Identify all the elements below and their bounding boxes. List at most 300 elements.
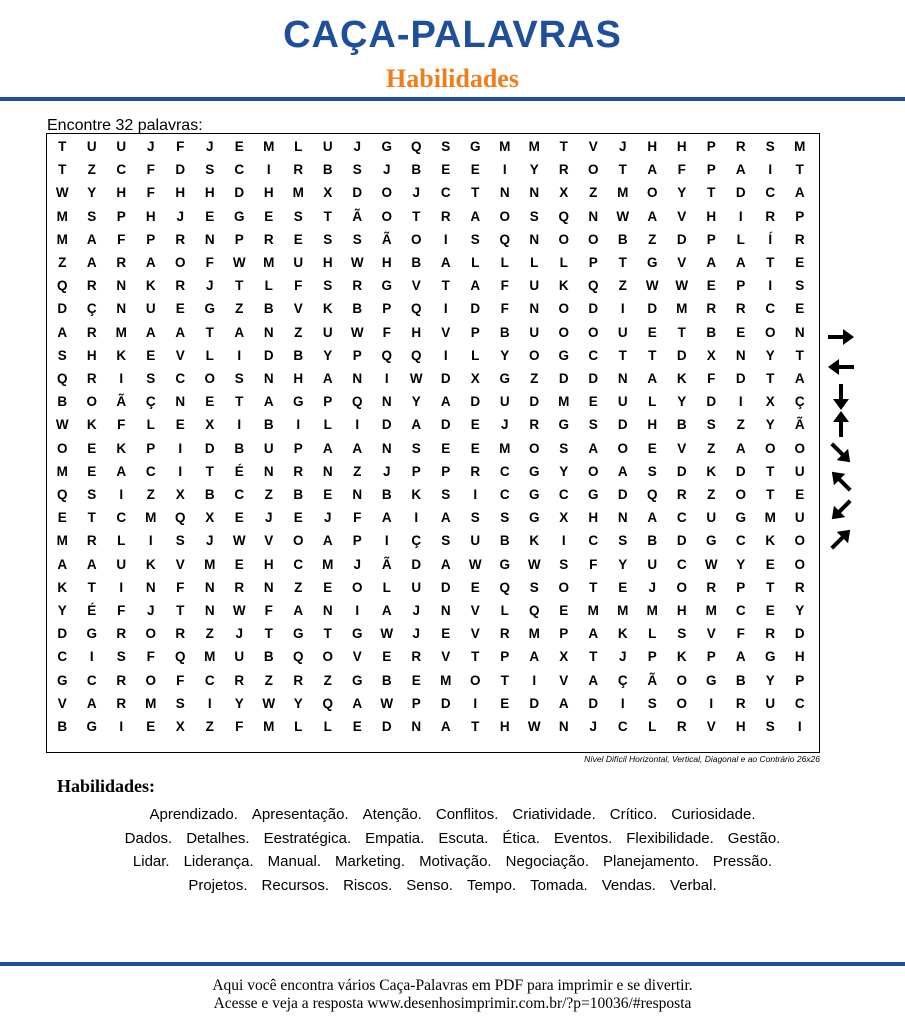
grid-letter[interactable]: X [559, 185, 569, 201]
grid-letter[interactable]: G [86, 626, 97, 642]
grid-letter[interactable]: R [706, 301, 717, 317]
grid-letter[interactable]: V [677, 440, 687, 456]
grid-letter[interactable]: O [292, 533, 304, 549]
grid-letter[interactable]: G [705, 672, 717, 688]
grid-letter[interactable]: E [234, 510, 244, 526]
grid-letter[interactable]: H [706, 208, 717, 224]
grid-letter[interactable]: G [499, 371, 510, 386]
grid-letter[interactable]: I [502, 162, 507, 178]
grid-letter[interactable]: Q [174, 510, 186, 526]
grid-letter[interactable]: T [618, 347, 627, 363]
grid-letter[interactable]: H [116, 185, 127, 201]
grid-letter[interactable]: Z [707, 440, 716, 456]
grid-letter[interactable]: T [471, 649, 480, 665]
grid-letter[interactable]: P [116, 208, 126, 224]
grid-letter[interactable]: N [381, 440, 392, 456]
grid-letter[interactable]: E [618, 579, 628, 595]
grid-letter[interactable]: G [735, 510, 746, 526]
grid-letter[interactable]: K [529, 533, 540, 549]
grid-letter[interactable]: C [116, 162, 127, 178]
grid-letter[interactable]: Y [234, 695, 244, 711]
grid-letter[interactable]: H [263, 556, 274, 572]
grid-letter[interactable]: E [293, 510, 303, 526]
grid-letter[interactable]: I [620, 301, 625, 317]
grid-letter[interactable]: S [441, 487, 451, 502]
grid-letter[interactable]: A [175, 324, 186, 340]
grid-letter[interactable]: E [323, 487, 333, 502]
grid-letter[interactable]: B [647, 533, 658, 549]
grid-letter[interactable]: E [441, 626, 451, 642]
grid-letter[interactable]: T [205, 463, 214, 479]
grid-letter[interactable]: P [736, 278, 746, 294]
grid-letter[interactable]: E [323, 579, 333, 595]
grid-letter[interactable]: P [706, 231, 716, 247]
grid-letter[interactable]: S [352, 231, 362, 247]
grid-letter[interactable]: V [677, 208, 687, 224]
grid-letter[interactable]: E [146, 347, 156, 363]
grid-letter[interactable]: A [588, 440, 599, 456]
grid-letter[interactable]: M [558, 394, 570, 410]
grid-letter[interactable]: S [116, 649, 126, 665]
grid-letter[interactable]: Y [765, 347, 775, 363]
grid-letter[interactable]: P [500, 649, 510, 665]
grid-letter[interactable]: C [735, 533, 746, 549]
grid-letter[interactable]: B [57, 719, 68, 734]
grid-letter[interactable]: P [706, 649, 716, 665]
grid-letter[interactable]: C [794, 695, 805, 711]
grid-letter[interactable]: B [381, 487, 392, 502]
grid-letter[interactable]: C [499, 487, 510, 502]
grid-letter[interactable]: A [647, 510, 658, 526]
grid-letter[interactable]: T [87, 510, 96, 526]
grid-letter[interactable]: H [293, 371, 304, 386]
grid-letter[interactable]: X [323, 185, 333, 201]
grid-letter[interactable]: T [618, 162, 627, 178]
grid-letter[interactable]: N [145, 579, 156, 595]
grid-letter[interactable]: V [441, 324, 451, 340]
grid-letter[interactable]: O [617, 440, 628, 456]
grid-letter[interactable]: T [87, 579, 96, 595]
grid-letter[interactable]: L [559, 255, 568, 270]
grid-letter[interactable]: J [412, 626, 420, 642]
grid-letter[interactable]: X [559, 649, 569, 665]
grid-letter[interactable]: T [618, 255, 627, 270]
grid-letter[interactable]: I [473, 487, 478, 502]
grid-letter[interactable]: P [352, 533, 362, 549]
grid-letter[interactable]: N [116, 301, 127, 317]
grid-letter[interactable]: O [174, 255, 186, 270]
grid-letter[interactable]: O [322, 649, 333, 665]
grid-letter[interactable]: R [263, 231, 274, 247]
grid-letter[interactable]: Y [677, 185, 687, 201]
grid-letter[interactable]: C [588, 533, 599, 549]
grid-letter[interactable]: I [384, 533, 389, 549]
grid-letter[interactable]: N [381, 394, 392, 410]
grid-letter[interactable]: P [470, 324, 480, 340]
grid-letter[interactable]: N [263, 371, 274, 386]
grid-letter[interactable]: D [440, 371, 451, 386]
grid-letter[interactable]: L [205, 347, 214, 363]
grid-letter[interactable]: M [587, 603, 599, 618]
grid-letter[interactable]: A [440, 255, 451, 270]
grid-letter[interactable]: O [528, 440, 540, 456]
grid-letter[interactable]: N [794, 324, 805, 340]
grid-letter[interactable]: T [58, 139, 67, 154]
grid-letter[interactable]: H [204, 185, 215, 201]
grid-letter[interactable]: P [441, 463, 451, 479]
grid-letter[interactable]: B [263, 301, 274, 317]
grid-letter[interactable]: F [117, 417, 126, 433]
grid-letter[interactable]: S [57, 347, 67, 363]
grid-letter[interactable]: J [323, 510, 332, 526]
grid-letter[interactable]: K [676, 649, 687, 665]
grid-letter[interactable]: D [204, 440, 215, 456]
grid-letter[interactable]: O [587, 162, 599, 178]
grid-letter[interactable]: E [57, 510, 67, 526]
grid-letter[interactable]: N [263, 579, 274, 595]
grid-letter[interactable]: U [116, 139, 127, 154]
grid-letter[interactable]: M [115, 324, 127, 340]
grid-letter[interactable]: Ç [794, 394, 805, 410]
grid-letter[interactable]: G [381, 278, 392, 294]
grid-letter[interactable]: R [735, 139, 746, 154]
grid-letter[interactable]: E [500, 695, 510, 711]
grid-letter[interactable]: I [178, 463, 183, 479]
grid-letter[interactable]: N [411, 719, 422, 734]
grid-letter[interactable]: W [350, 324, 364, 340]
grid-letter[interactable]: O [646, 185, 658, 201]
grid-letter[interactable]: A [558, 695, 569, 711]
grid-letter[interactable]: T [589, 579, 598, 595]
grid-letter[interactable]: D [676, 463, 687, 479]
grid-letter[interactable]: C [499, 463, 510, 479]
grid-letter[interactable]: A [86, 695, 97, 711]
grid-letter[interactable]: V [470, 626, 480, 642]
grid-letter[interactable]: Ã [647, 672, 658, 688]
grid-letter[interactable]: M [56, 533, 68, 549]
grid-letter[interactable]: O [558, 231, 569, 247]
grid-letter[interactable]: D [588, 695, 599, 711]
grid-letter[interactable]: S [441, 139, 451, 154]
grid-letter[interactable]: E [411, 672, 421, 688]
grid-letter[interactable]: F [353, 510, 362, 526]
grid-letter[interactable]: X [470, 371, 480, 386]
grid-letter[interactable]: H [794, 649, 805, 665]
grid-letter[interactable]: É [87, 603, 97, 618]
grid-letter[interactable]: O [204, 371, 215, 386]
grid-letter[interactable]: M [145, 510, 157, 526]
grid-letter[interactable]: S [175, 533, 185, 549]
grid-letter[interactable]: R [765, 208, 776, 224]
grid-letter[interactable]: O [86, 394, 97, 410]
grid-letter[interactable]: L [117, 533, 126, 549]
grid-letter[interactable]: C [204, 672, 215, 688]
grid-letter[interactable]: T [795, 162, 804, 178]
grid-letter[interactable]: D [617, 417, 628, 433]
grid-letter[interactable]: W [232, 533, 246, 549]
grid-letter[interactable]: B [411, 255, 422, 270]
grid-letter[interactable]: C [175, 371, 186, 386]
grid-letter[interactable]: T [441, 278, 450, 294]
grid-letter[interactable]: L [294, 719, 303, 734]
grid-letter[interactable]: K [86, 417, 97, 433]
grid-letter[interactable]: C [145, 463, 156, 479]
grid-letter[interactable]: A [647, 371, 658, 386]
grid-letter[interactable]: G [204, 301, 215, 317]
grid-letter[interactable]: T [323, 626, 332, 642]
grid-letter[interactable]: N [263, 463, 274, 479]
grid-letter[interactable]: H [676, 603, 687, 618]
grid-letter[interactable]: S [529, 579, 539, 595]
grid-letter[interactable]: K [676, 371, 687, 386]
grid-letter[interactable]: J [176, 208, 184, 224]
grid-letter[interactable]: G [764, 649, 776, 665]
grid-letter[interactable]: F [294, 278, 303, 294]
grid-letter[interactable]: S [205, 162, 215, 178]
grid-letter[interactable]: F [176, 139, 185, 154]
grid-letter[interactable]: R [116, 255, 127, 270]
grid-letter[interactable]: S [500, 510, 510, 526]
grid-letter[interactable]: W [350, 255, 364, 270]
grid-letter[interactable]: Q [56, 487, 68, 502]
grid-letter[interactable]: X [175, 719, 185, 734]
grid-letter[interactable]: Q [528, 603, 540, 618]
grid-letter[interactable]: S [352, 162, 362, 178]
grid-letter[interactable]: J [500, 417, 509, 433]
grid-letter[interactable]: L [382, 579, 391, 595]
grid-letter[interactable]: V [411, 278, 421, 294]
grid-letter[interactable]: A [86, 556, 97, 572]
grid-letter[interactable]: N [352, 487, 363, 502]
grid-letter[interactable]: N [204, 603, 215, 618]
grid-letter[interactable]: W [468, 556, 482, 572]
grid-letter[interactable]: L [500, 603, 509, 618]
grid-letter[interactable]: A [322, 533, 333, 549]
grid-letter[interactable]: T [766, 487, 775, 502]
grid-letter[interactable]: O [764, 440, 776, 456]
grid-letter[interactable]: M [322, 556, 334, 572]
grid-letter[interactable]: Í [768, 231, 773, 247]
grid-letter[interactable]: O [587, 231, 599, 247]
grid-letter[interactable]: A [411, 417, 422, 433]
grid-letter[interactable]: L [648, 626, 657, 642]
grid-letter[interactable]: E [205, 394, 215, 410]
grid-letter[interactable]: L [736, 231, 745, 247]
grid-letter[interactable]: E [382, 649, 392, 665]
grid-letter[interactable]: D [617, 487, 628, 502]
grid-letter[interactable]: D [234, 185, 245, 201]
grid-letter[interactable]: D [175, 162, 186, 178]
grid-letter[interactable]: S [470, 231, 480, 247]
grid-letter[interactable]: F [235, 719, 244, 734]
grid-letter[interactable]: A [381, 603, 392, 618]
grid-letter[interactable]: J [146, 139, 155, 154]
grid-letter[interactable]: U [145, 301, 156, 317]
grid-letter[interactable]: D [57, 301, 68, 317]
grid-letter[interactable]: O [381, 185, 392, 201]
grid-letter[interactable]: Q [410, 347, 422, 363]
grid-letter[interactable]: R [86, 371, 97, 386]
grid-letter[interactable]: B [381, 672, 392, 688]
grid-letter[interactable]: P [706, 162, 716, 178]
grid-letter[interactable]: A [735, 162, 746, 178]
grid-letter[interactable]: Q [410, 139, 422, 154]
grid-letter[interactable]: F [500, 278, 509, 294]
grid-letter[interactable]: H [647, 139, 658, 154]
grid-letter[interactable]: D [676, 347, 687, 363]
grid-letter[interactable]: H [175, 185, 186, 201]
grid-letter[interactable]: P [146, 440, 156, 456]
grid-letter[interactable]: B [499, 533, 510, 549]
grid-letter[interactable]: E [441, 162, 451, 178]
grid-letter[interactable]: G [381, 139, 392, 154]
grid-letter[interactable]: I [620, 695, 625, 711]
grid-letter[interactable]: O [381, 208, 392, 224]
grid-letter[interactable]: D [440, 695, 451, 711]
grid-letter[interactable]: V [706, 626, 716, 642]
grid-letter[interactable]: R [676, 719, 687, 734]
grid-letter[interactable]: B [706, 324, 717, 340]
grid-letter[interactable]: O [794, 440, 805, 456]
grid-letter[interactable]: S [559, 440, 569, 456]
grid-letter[interactable]: J [412, 603, 420, 618]
grid-letter[interactable]: B [204, 487, 215, 502]
grid-letter[interactable]: I [384, 371, 389, 386]
grid-letter[interactable]: G [587, 487, 599, 502]
grid-letter[interactable]: Y [87, 185, 97, 201]
grid-letter[interactable]: R [86, 278, 97, 294]
grid-letter[interactable]: W [409, 371, 423, 386]
grid-letter[interactable]: E [87, 440, 97, 456]
grid-letter[interactable]: R [735, 301, 746, 317]
grid-letter[interactable]: O [145, 672, 156, 688]
grid-letter[interactable]: A [647, 208, 658, 224]
grid-letter[interactable]: S [441, 533, 451, 549]
grid-letter[interactable]: A [322, 440, 333, 456]
grid-letter[interactable]: I [148, 533, 153, 549]
grid-letter[interactable]: P [234, 231, 244, 247]
grid-letter[interactable]: M [56, 208, 68, 224]
grid-letter[interactable]: A [263, 394, 274, 410]
grid-letter[interactable]: O [676, 579, 687, 595]
grid-letter[interactable]: M [617, 603, 629, 618]
grid-letter[interactable]: K [116, 347, 127, 363]
grid-letter[interactable]: T [766, 255, 775, 270]
grid-letter[interactable]: F [146, 649, 155, 665]
grid-letter[interactable]: M [204, 556, 216, 572]
grid-letter[interactable]: Y [765, 417, 775, 433]
grid-letter[interactable]: Ç [617, 672, 628, 688]
grid-letter[interactable]: U [470, 533, 481, 549]
grid-letter[interactable]: Q [587, 278, 599, 294]
grid-letter[interactable]: T [559, 139, 568, 154]
grid-letter[interactable]: Q [174, 649, 186, 665]
grid-letter[interactable]: B [735, 672, 746, 688]
grid-letter[interactable]: W [262, 695, 276, 711]
grid-letter[interactable]: G [351, 672, 363, 688]
grid-letter[interactable]: P [559, 626, 569, 642]
grid-letter[interactable]: B [411, 162, 422, 178]
grid-letter[interactable]: O [587, 463, 599, 479]
grid-letter[interactable]: J [353, 139, 361, 154]
grid-letter[interactable]: R [234, 672, 245, 688]
grid-letter[interactable]: P [146, 231, 156, 247]
grid-letter[interactable]: M [705, 603, 717, 618]
grid-letter[interactable]: D [411, 556, 422, 572]
grid-letter[interactable]: S [795, 278, 805, 294]
grid-letter[interactable]: T [766, 579, 775, 595]
grid-letter[interactable]: Y [559, 463, 569, 479]
grid-letter[interactable]: T [500, 672, 509, 688]
grid-letter[interactable]: J [353, 556, 361, 572]
grid-letter[interactable]: T [471, 719, 480, 734]
grid-letter[interactable]: N [322, 603, 333, 618]
grid-letter[interactable]: M [499, 139, 511, 154]
grid-letter[interactable]: C [676, 510, 687, 526]
grid-letter[interactable]: U [617, 394, 628, 410]
grid-letter[interactable]: Ã [381, 556, 392, 572]
grid-letter[interactable]: D [470, 301, 481, 317]
grid-letter[interactable]: M [263, 255, 275, 270]
grid-letter[interactable]: O [499, 208, 510, 224]
grid-letter[interactable]: T [766, 371, 775, 386]
grid-letter[interactable]: E [588, 394, 598, 410]
grid-letter[interactable]: A [588, 672, 599, 688]
grid-letter[interactable]: Y [529, 162, 539, 178]
grid-letter[interactable]: F [176, 579, 185, 595]
grid-letter[interactable]: Z [205, 719, 214, 734]
grid-letter[interactable]: O [558, 579, 569, 595]
grid-letter[interactable]: X [205, 417, 215, 433]
grid-letter[interactable]: F [736, 626, 745, 642]
grid-letter[interactable]: R [175, 278, 186, 294]
grid-letter[interactable]: A [352, 440, 363, 456]
grid-letter[interactable]: E [87, 463, 97, 479]
grid-letter[interactable]: P [323, 394, 333, 410]
grid-letter[interactable]: D [676, 231, 687, 247]
grid-letter[interactable]: X [706, 347, 716, 363]
grid-letter[interactable]: B [263, 649, 274, 665]
grid-letter[interactable]: S [87, 487, 97, 502]
grid-letter[interactable]: J [205, 139, 214, 154]
grid-letter[interactable]: O [351, 579, 363, 595]
grid-letter[interactable]: S [234, 371, 244, 386]
grid-letter[interactable]: P [736, 579, 746, 595]
grid-letter[interactable]: Z [294, 324, 303, 340]
grid-letter[interactable]: Q [292, 649, 304, 665]
grid-letter[interactable]: E [175, 417, 185, 433]
grid-letter[interactable]: J [618, 139, 627, 154]
grid-letter[interactable]: P [795, 208, 805, 224]
grid-letter[interactable]: Z [264, 487, 273, 502]
grid-letter[interactable]: X [205, 510, 215, 526]
grid-letter[interactable]: A [234, 324, 245, 340]
grid-letter[interactable]: P [293, 440, 303, 456]
grid-letter[interactable]: G [56, 672, 68, 688]
grid-letter[interactable]: G [528, 487, 540, 502]
grid-letter[interactable]: T [795, 347, 804, 363]
grid-letter[interactable]: K [558, 278, 569, 294]
grid-letter[interactable]: E [647, 440, 657, 456]
grid-letter[interactable]: R [116, 626, 127, 642]
grid-letter[interactable]: I [414, 510, 419, 526]
grid-letter[interactable]: I [237, 347, 242, 363]
word-search-grid[interactable] [46, 133, 820, 753]
grid-letter[interactable]: E [795, 487, 805, 502]
grid-letter[interactable]: Q [56, 371, 68, 386]
grid-letter[interactable]: L [530, 255, 539, 270]
grid-letter[interactable]: R [175, 231, 186, 247]
